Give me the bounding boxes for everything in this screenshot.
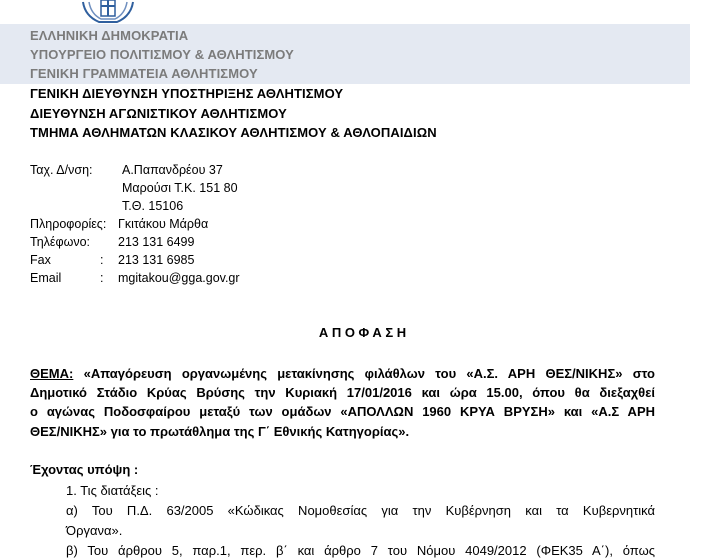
clause-a-line-1: α) Του Π.Δ. 63/2005 «Κώδικας Νομοθεσίας για την Κυβέρνηση και τα Κυβερνητικά — [66, 503, 655, 518]
header-department: ΤΜΗΜΑ ΑΘΛΗΜΑΤΩΝ ΚΛΑΣΙΚΟΥ ΑΘΛΗΤΙΣΜΟΥ & ΑΘΛΟΠΑΙΔΙΩΝ — [30, 125, 437, 140]
fax-colon: : — [100, 253, 104, 267]
header-republic: ΕΛΛΗΝΙΚΗ ΔΗΜΟΚΡΑΤΙΑ — [30, 28, 189, 43]
clause-a-line-2: Όργανα». — [66, 523, 123, 538]
greek-emblem-icon — [77, 0, 139, 24]
header-general-directorate: ΓΕΝΙΚΗ ΔΙΕΥΘΥΝΣΗ ΥΠΟΣΤΗΡΙΞΗΣ ΑΘΛΗΤΙΣΜΟΥ — [30, 86, 344, 101]
phone-value: 213 131 6499 — [118, 235, 195, 249]
info-label: Πληροφορίες: — [30, 217, 107, 231]
clause-b-line-1: β) Του άρθρου 5, παρ.1, περ. β΄ και άρθρο 7 του Νόμου 4049/2012 (ΦΕΚ35 Α΄), όπως — [66, 543, 655, 558]
fax-value: 213 131 6985 — [118, 253, 195, 267]
item-1: 1. Τις διατάξεις : — [66, 483, 159, 498]
subject-line-3: ο αγώνας Ποδοσφαίρου μεταξύ των ομάδων «ΑΠΟΛΛΩΝ 1960 ΚΡΥΑ ΒΡΥΣΗ» και «Α.Σ ΑΡΗ — [30, 404, 655, 419]
subject-line-2: Δημοτικό Στάδιο Κρύας Βρύσης την Κυριακή 17/01/2016 και ώρα 15.00, όπου θα διεξαχθεί — [30, 385, 655, 400]
header-directorate: ΔΙΕΥΘΥΝΣΗ ΑΓΩΝΙΣΤΙΚΟΥ ΑΘΛΗΤΙΣΜΟΥ — [30, 106, 287, 121]
address-line-1: Α.Παπανδρέου 37 — [122, 163, 223, 177]
email-colon: : — [100, 271, 104, 285]
subject-text-1: «Απαγόρευση οργανωμένης μετακίνησης φιλάθλων του «Α.Σ. ΑΡΗ ΘΕΣ/ΝΙΚΗΣ» στο — [83, 366, 655, 381]
header-ministry: ΥΠΟΥΡΓΕΙΟ ΠΟΛΙΤΙΣΜΟΥ & ΑΘΛΗΤΙΣΜΟΥ — [30, 47, 294, 62]
considering-heading: Έχοντας υπόψη : — [30, 462, 139, 477]
header-secretariat: ΓΕΝΙΚΗ ΓΡΑΜΜΑΤΕΙΑ ΑΘΛΗΤΙΣΜΟΥ — [30, 66, 258, 81]
address-label: Ταχ. Δ/νση: — [30, 163, 93, 177]
subject-line-1 — [30, 366, 655, 381]
info-value: Γκιτάκου Μάρθα — [118, 217, 209, 231]
email-value: mgitakou@gga.gov.gr — [118, 271, 240, 285]
subject-line-4: ΘΕΣ/ΝΙΚΗΣ» για το πρωτάθλημα της Γ΄ Εθνικής Κατηγορίας». — [30, 424, 410, 439]
address-line-3: Τ.Θ. 15106 — [122, 199, 184, 213]
address-line-2: Μαρούσι Τ.Κ. 151 80 — [122, 181, 238, 195]
email-label: Email — [30, 271, 62, 285]
fax-label: Fax — [30, 253, 51, 267]
phone-label: Τηλέφωνο: — [30, 235, 91, 249]
subject-label: ΘΕΜΑ: — [30, 366, 74, 381]
document-title: Α Π Ο Φ Α Σ Η — [318, 325, 407, 340]
